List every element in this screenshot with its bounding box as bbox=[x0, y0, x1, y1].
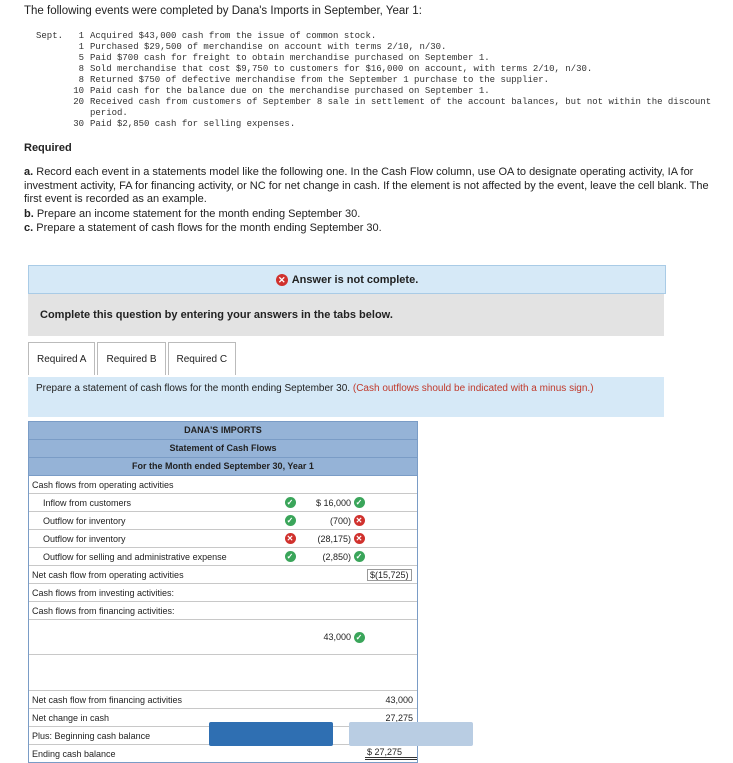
investing-heading[interactable]: Cash flows from investing activities: bbox=[32, 587, 175, 598]
table-row bbox=[29, 691, 417, 709]
financing-heading[interactable]: Cash flows from financing activities: bbox=[32, 605, 175, 616]
question-prompt: Prepare a statement of cash flows for the month ending September 30. (Cash outflows should be indicated with a minus sign.) bbox=[28, 377, 664, 417]
row-value[interactable]: (2,850) bbox=[322, 551, 351, 562]
requirement-c: c. Prepare a statement of cash flows for the month ending September 30. bbox=[24, 222, 382, 234]
tab-required-b[interactable]: Required B bbox=[97, 342, 165, 375]
company-name: DANA'S IMPORTS bbox=[29, 422, 417, 440]
check-icon: ✓ bbox=[285, 551, 296, 562]
table-row bbox=[29, 620, 417, 655]
x-icon: ✕ bbox=[354, 515, 365, 526]
tab-required-a[interactable]: Required A bbox=[28, 342, 95, 375]
check-icon: ✓ bbox=[354, 551, 365, 562]
table-row bbox=[29, 548, 417, 566]
blank-row bbox=[29, 655, 417, 691]
prompt-hint: (Cash outflows should be indicated with a minus sign.) bbox=[352, 383, 594, 394]
net-change-label: Net change in cash bbox=[32, 712, 110, 723]
table-row bbox=[29, 476, 417, 494]
check-icon: ✓ bbox=[285, 497, 296, 508]
answer-status-banner: ✕ Answer is not complete. bbox=[28, 265, 666, 294]
prev-button[interactable] bbox=[209, 722, 333, 746]
cash-flow-statement bbox=[28, 421, 418, 763]
required-heading: Required bbox=[24, 142, 72, 154]
table-row bbox=[29, 512, 417, 530]
event-item: 10 Paid cash for the balance due on the merchandise purchased on September 1. bbox=[73, 86, 490, 96]
financing-value[interactable]: 43,000 bbox=[323, 632, 351, 642]
intro-text: The following events were completed by Dana's Imports in September, Year 1: bbox=[24, 5, 422, 17]
event-item: 5 Paid $700 cash for freight to obtain merchandise purchased on September 1. bbox=[78, 53, 490, 63]
requirements-list bbox=[24, 166, 724, 237]
event-item: 8 Sold merchandise that cost $9,750 to customers for $16,000 on account, with terms 2/10, n/30. bbox=[78, 64, 593, 74]
event-item: 30 Paid $2,850 cash for selling expenses. bbox=[73, 119, 296, 129]
row-label[interactable]: Outflow for inventory bbox=[43, 533, 126, 544]
row-label[interactable]: Inflow from customers bbox=[43, 497, 132, 508]
table-row bbox=[29, 530, 417, 548]
beginning-cash-label[interactable]: Plus: Beginning cash balance bbox=[32, 730, 151, 741]
event-item: 1 Purchased $29,500 of merchandise on account with terms 2/10, n/30. bbox=[78, 42, 447, 52]
table-row bbox=[29, 745, 417, 762]
event-item: 20 Received cash from customers of September 8 sale in settlement of the account balances, but not within the discount period. bbox=[73, 97, 712, 118]
row-value[interactable]: (28,175) bbox=[317, 533, 351, 544]
x-icon: ✕ bbox=[285, 533, 296, 544]
next-button[interactable] bbox=[349, 722, 473, 746]
table-row bbox=[29, 494, 417, 512]
net-operating-value: $(15,725) bbox=[367, 569, 412, 581]
net-financing-value: 43,000 bbox=[385, 694, 413, 705]
table-row bbox=[29, 602, 417, 620]
ending-cash-value: $ 27,275 bbox=[365, 747, 417, 760]
tab-required-c[interactable]: Required C bbox=[168, 342, 237, 375]
event-list bbox=[36, 31, 720, 130]
ending-cash-label: Ending cash balance bbox=[32, 748, 116, 759]
table-row bbox=[29, 566, 417, 584]
requirement-b: b. Prepare an income statement for the month ending September 30. bbox=[24, 207, 361, 220]
row-label[interactable]: Outflow for selling and administrative expense bbox=[43, 551, 227, 562]
net-financing-label: Net cash flow from financing activities bbox=[32, 694, 183, 705]
check-icon: ✓ bbox=[354, 632, 365, 643]
event-item: 8 Returned $750 of defective merchandise from the September 1 purchase to the supplier. bbox=[78, 75, 550, 85]
net-operating-label: Net cash flow from operating activities bbox=[32, 569, 184, 580]
row-label[interactable]: Outflow for inventory bbox=[43, 515, 126, 526]
tab-bar bbox=[28, 342, 238, 376]
event-item: Sept. 1 Acquired $43,000 cash from the issue of common stock. bbox=[36, 31, 377, 41]
requirement-a: a. Record each event in a statements model like the following one. In the Cash Flow column, use OA to designate operating activity, IA for investment activity, FA for financing activity, or NC for net change in cash. If the element is not affected by the event, leave the cell blank. The first event is recorded as an example. bbox=[24, 166, 709, 205]
row-value[interactable]: $ 16,000 bbox=[315, 497, 351, 508]
error-icon: ✕ bbox=[276, 274, 288, 286]
row-value[interactable]: (700) bbox=[329, 515, 351, 526]
check-icon: ✓ bbox=[354, 497, 365, 508]
check-icon: ✓ bbox=[285, 515, 296, 526]
net-change-value: 27,275 bbox=[385, 712, 413, 723]
operating-heading: Cash flows from operating activities bbox=[32, 479, 174, 490]
statement-period: For the Month ended September 30, Year 1 bbox=[29, 458, 417, 476]
statement-title: Statement of Cash Flows bbox=[29, 440, 417, 458]
instruction-text: Complete this question by entering your answers in the tabs below. bbox=[28, 294, 664, 336]
x-icon: ✕ bbox=[354, 533, 365, 544]
table-row bbox=[29, 584, 417, 602]
